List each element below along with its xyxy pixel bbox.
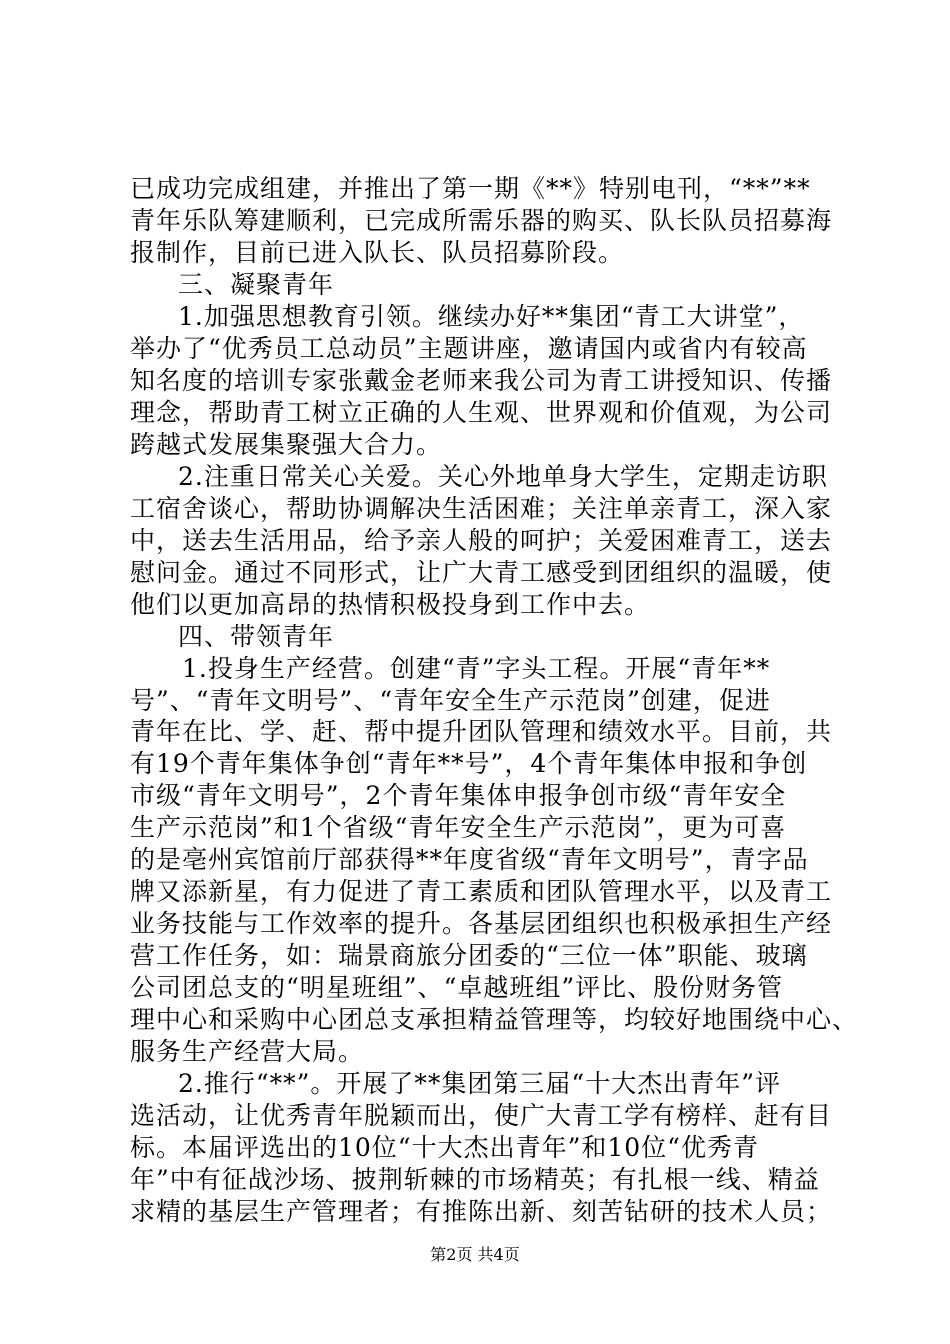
- text-line: 慰问金。通过不同形式，让广大青工感受到团组织的温暖，使: [130, 558, 833, 587]
- text-line: 选活动，让优秀青年脱颖而出，使广大青工学有榜样、赶有目: [130, 1101, 833, 1130]
- text-line: 市级“青年文明号”，2个青年集体申报争创市级“青年安全: [130, 781, 787, 810]
- text-line: 中，送去生活用品，给予亲人般的呵护；关爱困难青工，送去: [130, 526, 833, 555]
- text-line: 2.注重日常关心关爱。关心外地单身大学生，定期走访职: [178, 462, 828, 491]
- text-line: 公司团总支的“明星班组”、“卓越班组”评比、股份财务管: [130, 973, 784, 1002]
- text-line: 工宿舍谈心，帮助协调解决生活困难；关注单亲青工，深入家: [130, 494, 833, 523]
- text-line: 知名度的培训专家张戴金老师来我公司为青工讲授知识、传播: [130, 366, 833, 395]
- text-line: 牌又添新星，有力促进了青工素质和团队管理水平，以及青工: [130, 877, 833, 906]
- text-line: 标。本届评选出的10位“十大杰出青年”和10位“优秀青: [130, 1133, 759, 1162]
- text-line: 服务生产经营大局。: [130, 1037, 365, 1066]
- text-line: 1.加强思想教育引领。继续办好**集团“青工大讲堂”，: [178, 302, 805, 331]
- text-line: 跨越式发展集聚强大合力。: [130, 430, 443, 459]
- text-line: 生产示范岗”和1个省级“青年安全生产示范岗”，更为可喜: [130, 813, 787, 842]
- text-line: 举办了“优秀员工总动员”主题讲座，邀请国内或省内有较高: [130, 334, 808, 363]
- text-line: 2.推行“**”。开展了**集团第三届“十大杰出青年”评: [178, 1069, 781, 1098]
- text-line: 青年在比、学、赶、帮中提升团队管理和绩效水平。目前，共: [130, 717, 833, 746]
- text-line: 号”、“青年文明号”、“青年安全生产示范岗”创建，促进: [130, 686, 771, 715]
- text-line: 年”中有征战沙场、披荆斩棘的市场精英；有扎根一线、精益: [130, 1165, 820, 1194]
- text-line: 1.投身生产经营。创建“青”字头工程。开展“青年**: [182, 654, 771, 683]
- text-line: 有19个青年集体争创“青年**号”，4个青年集体申报和争创: [130, 749, 808, 778]
- text-line: 他们以更加高昂的热情积极投身到工作中去。: [130, 590, 651, 619]
- text-line: 求精的基层生产管理者；有推陈出新、刻苦钻研的技术人员；: [130, 1197, 833, 1226]
- text-line: 青年乐队筹建顺利，已完成所需乐器的购买、队长队员招募海: [130, 206, 833, 235]
- text-line: 报制作，目前已进入队长、队员招募阶段。: [130, 238, 625, 267]
- text-line: 理念，帮助青工树立正确的人生观、世界观和价值观，为公司: [130, 398, 833, 427]
- text-line: 理中心和采购中心团总支承担精益管理等，均较好地围绕中心、: [130, 1005, 859, 1034]
- section-heading: 三、凝聚青年: [178, 270, 335, 299]
- text-line: 营工作任务，如：瑞景商旅分团委的“三位一体”职能、玻璃: [130, 941, 808, 970]
- text-line: 已成功完成组建，并推出了第一期《**》特别电刊，“**”**: [130, 174, 811, 203]
- page-number-footer: 第2页 共4页: [430, 1245, 520, 1264]
- text-line: 的是亳州宾馆前厅部获得**年度省级“青年文明号”，青字品: [130, 845, 809, 874]
- text-line: 业务技能与工作效率的提升。各基层团组织也积极承担生产经: [130, 909, 833, 938]
- section-heading: 四、带领青年: [178, 622, 335, 651]
